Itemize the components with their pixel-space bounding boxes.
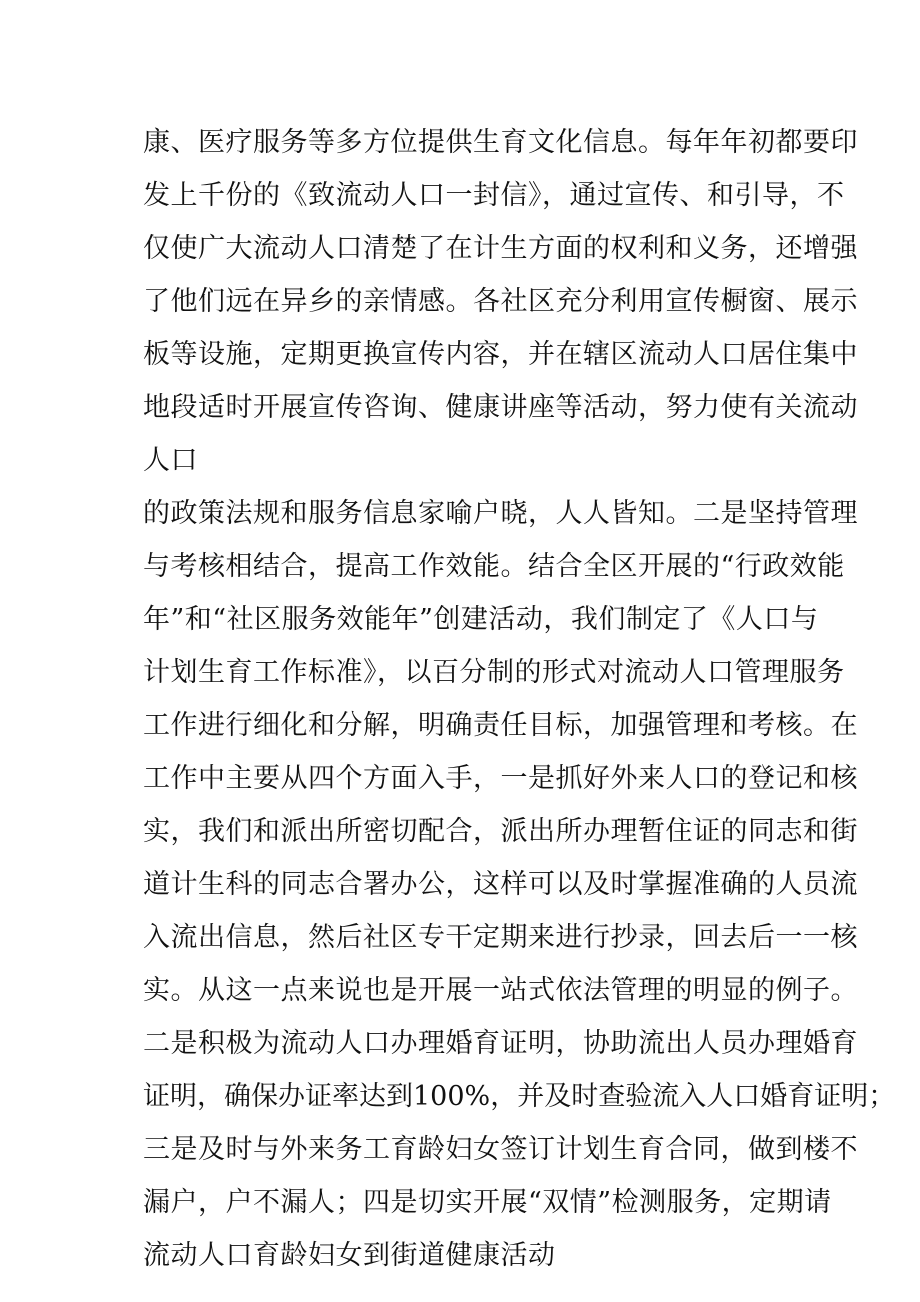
text-line-3: 仅使广大流动人口清楚了在计生方面的权利和义务，还增强	[143, 233, 858, 264]
text-line-14: 实，我们和派出所密切配合，派出所办理暂住证的同志和街	[143, 816, 858, 847]
text-line-20: 三是及时与外来务工育龄妇女签订计划生育合同，做到楼不	[143, 1134, 858, 1165]
text-line-11: 计划生育工作标准》，以百分制的形式对流动人口管理服务	[143, 657, 845, 688]
text-line-8: 的政策法规和服务信息家喻户晓，人人皆知。二是坚持管理	[143, 498, 858, 529]
text-line-21: 漏户，户不漏人；四是切实开展“双情”检测服务，定期请	[143, 1187, 832, 1218]
text-line-17: 实。从这一点来说也是开展一站式依法管理的明显的例子。	[143, 975, 858, 1006]
text-line-1: 康、医疗服务等多方位提供生育文化信息。每年年初都要印	[143, 127, 858, 158]
text-line-6: 地段适时开展宣传咨询、健康讲座等活动，努力使有关流动	[143, 392, 858, 423]
text-line-9: 与考核相结合，提高工作效能。结合全区开展的“行政效能	[143, 551, 845, 582]
text-line-10: 年”和“社区服务效能年”创建活动，我们制定了《人口与	[143, 604, 819, 635]
text-line-22: 流动人口育龄妇女到街道健康活动	[143, 1240, 556, 1271]
text-line-13: 工作中主要从四个方面入手，一是抓好外来人口的登记和核	[143, 763, 858, 794]
text-line-4: 了他们远在异乡的亲情感。各社区充分利用宣传橱窗、展示	[143, 286, 858, 317]
text-line-16: 入流出信息，然后社区专干定期来进行抄录，回去后一一核	[143, 922, 858, 953]
text-line-12: 工作进行细化和分解，明确责任目标，加强管理和考核。在	[143, 710, 858, 741]
text-line-18: 二是积极为流动人口办理婚育证明，协助流出人员办理婚育	[143, 1028, 858, 1059]
text-line-19: 证明，确保办证率达到100%，并及时查验流入人口婚育证明；	[143, 1081, 896, 1112]
text-line-5: 板等设施，定期更换宣传内容，并在辖区流动人口居住集中	[143, 339, 858, 370]
text-line-15: 道计生科的同志合署办公，这样可以及时掌握准确的人员流	[143, 869, 858, 900]
document-body	[143, 116, 896, 1282]
text-line-2: 发上千份的《致流动人口一封信》，通过宣传、和引导，不	[143, 180, 845, 211]
text-line-7: 人口	[143, 445, 198, 476]
